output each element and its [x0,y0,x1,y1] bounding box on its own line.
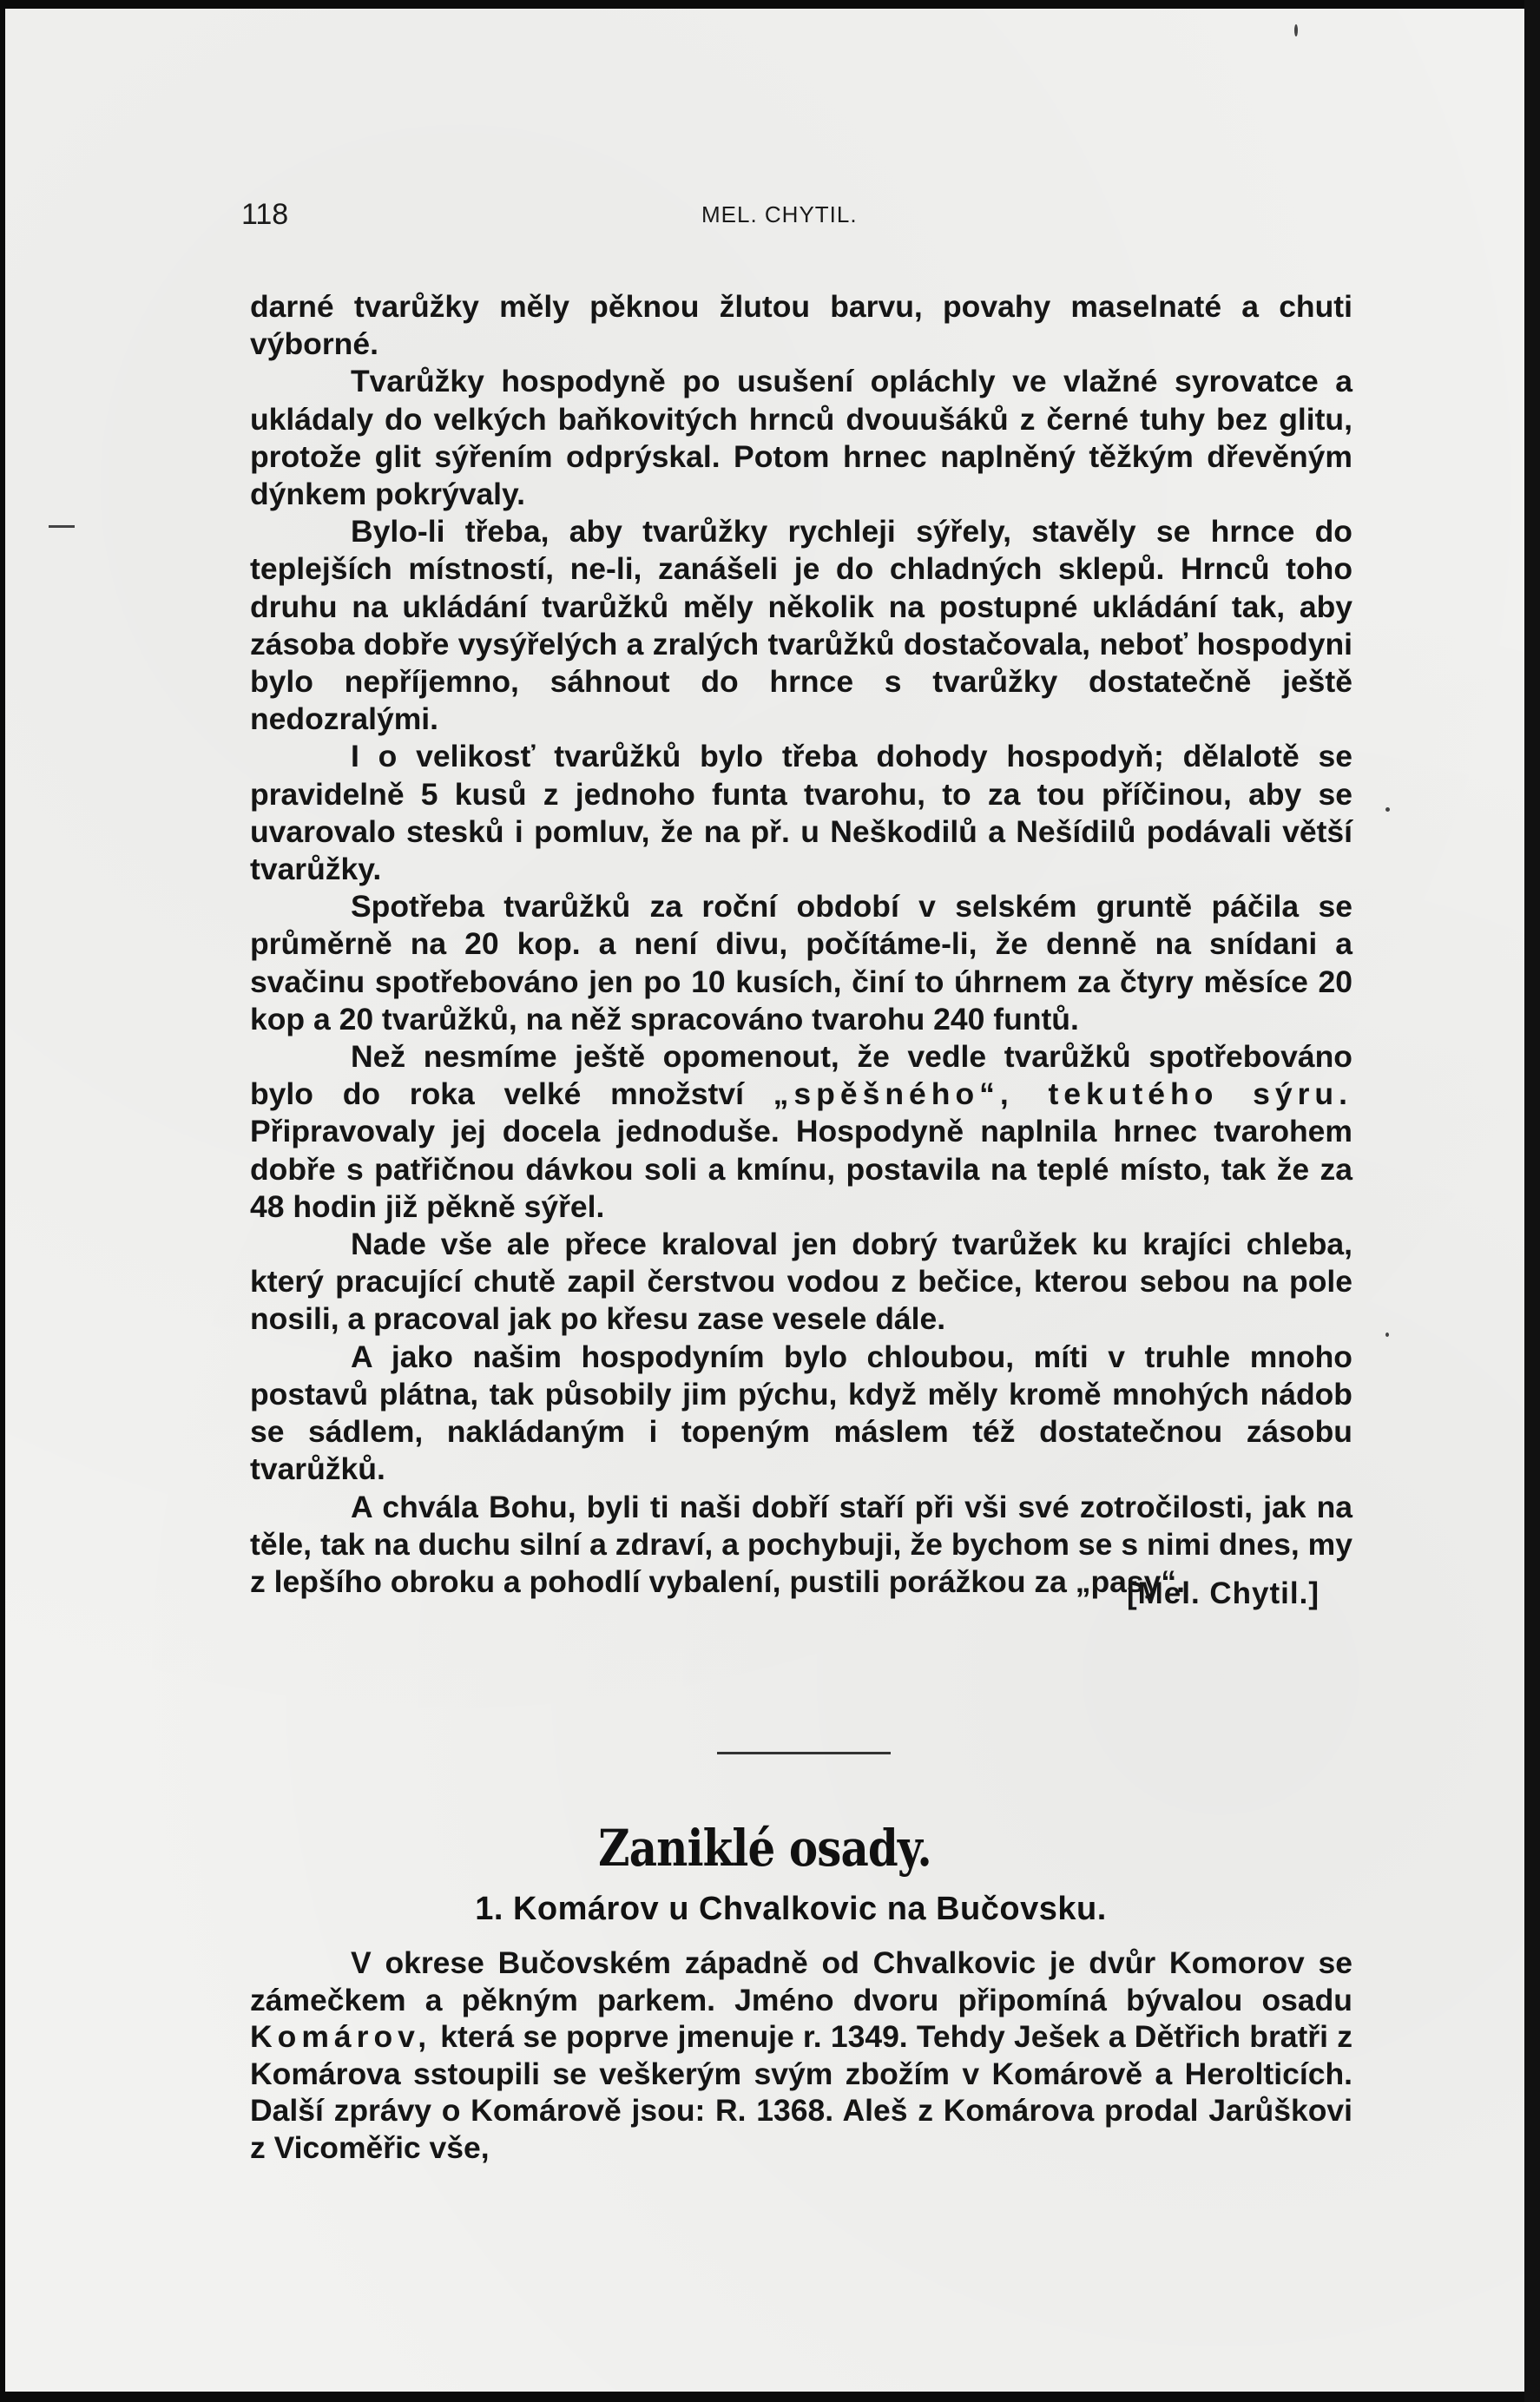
paragraph: Tvarůžky hospodyně po usušení opláchly ve vlažné syrovatce a ukládaly do velkých baňkovitých hrnců dvouušáků z černé tuhy bez glitu, protože glit sýřením odprýskal. Potom hrnec naplněný těžkým dřevěným dýnkem pokrývaly. [250,364,1352,512]
paragraph: Bylo-li třeba, aby tvarůžky rychleji sýřely, stavěly se hrnce do teplejších místností, ne-li, zanášeli je do chladných sklepů. Hrnců toho druhu na ukládání tvarůžků měly několik na postupné ukládání tak, aby zásoba dobře vysýřelých a zralých tvarůžků dostačovala, neboť hospodyni bylo nepříjemno, sáhnout do hrnce s tvarůžky dostatečně ještě nedozralými. [250,514,1352,737]
signature-row [250,1576,1352,1635]
spaced-term: Komárov, [250,2019,432,2055]
paragraph: A jako našim hospodyním bylo chloubou, míti v truhle mnoho postavů plátna, tak působily jim pýchu, když měly kromě mnohých nádob se sádlem, nakládaným i topeným máslem též dostatečnou zásobu tvarůžků. [250,1339,1352,1487]
section-title: Zaniklé osady. [598,1819,931,1878]
paragraph: Nade vše ale přece kraloval jen dobrý tvarůžek ku krajíci chleba, který pracující chutě zapil čerstvou vodou z bečice, kterou sebou na pole nosili, a pracoval jak po křesu zase vesele dále. [250,1227,1352,1337]
spaced-term: „spěšného“, tekutého sýru. [773,1076,1352,1112]
scan-edge [1524,0,1540,2402]
paragraph-text: Než nesmíme ještě opomenout, že vedle tvarůžků spotřebováno bylo do roka velké množství [250,1039,1352,1112]
author-signature: [Mel. Chytil.] [1126,1576,1320,1611]
paragraph [250,1038,1352,1226]
body-text [250,288,1352,1635]
section-divider [717,1752,891,1754]
paragraph-text: A chvála Bohu, byli ti naši dobří staří při vši své zotročilosti, jak na těle, tak na duchu silní a zdraví, a pochybuji, že bychom se s nimi dnes, my z lepšího obroku a pohodlí vybalení, pustili porážkou za „pasy“. [250,1489,1352,1599]
section-subtitle: 1. Komárov u Chvalkovic na Bučovsku. [475,1891,1107,1927]
paragraph [250,1945,1352,2167]
paragraph: darné tvarůžky měly pěknou žlutou barvu, povahy maselnaté a chuti výborné. [250,289,1352,362]
paragraph: Spotřeba tvarůžků za roční období v selském gruntě páčila se průměrně na 20 kop. a není divu, počítáme-li, že denně na snídani a svačinu spotřebováno jen po 10 kusích, činí to úhrnem za čtyry měsíce 20 kop a 20 tvarůžků, na něž spracováno tvarohu 240 funtů. [250,889,1352,1036]
running-head: MEL. CHYTIL. [701,201,858,227]
paragraph-text: Připravovaly jej docela jednoduše. Hospodyně naplnila hrnec tvarohem dobře s patřičnou dávkou soli a kmínu, postavila na teplé místo, tak že za 48 hodin již pěkně sýřel. [250,1114,1352,1224]
paragraph: I o velikosť tvarůžků bylo třeba dohody hospodyň; dělalotě se pravidelně 5 kusů z jednoho funta tvarohu, to za tou příčinou, aby se uvarovalo stesků i pomluv, že na př. u Neškodilů a Nešídilů podávali větší tvarůžky. [250,739,1352,887]
page-header [5,198,1524,233]
paragraph-text: V okrese Bučovském západně od Chvalkovic je dvůr Komorov se zámečkem a pěkným parkem. Jméno dvoru připomíná bývalou osadu [250,1945,1352,2017]
page-number: 118 [241,198,289,231]
section-text [250,1945,1352,2167]
document-page [5,9,1524,2392]
paragraph-text: která se poprve jmenuje r. 1349. Tehdy Ješek a Dětřich bratři z Komárova sstoupili se veškerým svým zbožím v Komárově a Herolticích. Další zprávy o Komárově jsou: R. 1368. Aleš z Komárova prodal Jarůškovi z Vicoměřic vše, [250,2019,1352,2165]
